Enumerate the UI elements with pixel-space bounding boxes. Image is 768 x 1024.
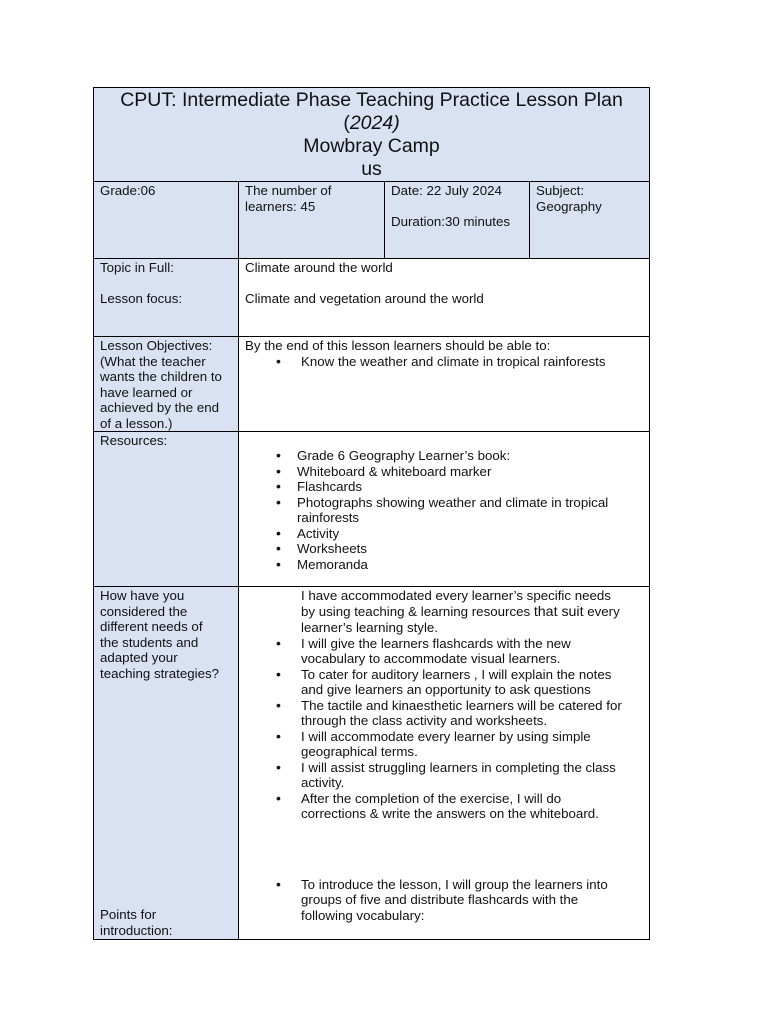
date-cell xyxy=(385,182,530,259)
title-cell xyxy=(94,88,650,182)
list-item-continued: groups of five and distribute flashcards with the xyxy=(301,892,579,907)
learners-label: The number of xyxy=(245,183,332,198)
lesson-plan-page xyxy=(93,87,649,940)
needs-list xyxy=(245,587,644,822)
lesson-focus-label: Lesson focus: xyxy=(100,290,183,306)
list-item: • Activity xyxy=(245,526,644,542)
list-item-continued: vocabulary to accommodate visual learners. xyxy=(301,651,561,666)
list-item: • The tactile and kinaesthetic learners will be catered for xyxy=(245,698,644,714)
resources-row xyxy=(94,432,650,587)
list-item: • Whiteboard & whiteboard marker xyxy=(245,464,644,480)
grade-cell xyxy=(94,182,239,259)
year: (2024) xyxy=(343,112,400,134)
list-item: • I will accommodate every learner by using simple xyxy=(245,729,644,745)
topic-label-cell xyxy=(94,259,239,337)
list-item-continued: through the class activity and worksheets. xyxy=(301,713,548,728)
list-item-continued: following vocabulary: xyxy=(301,907,425,923)
learners-count: learners: 45 xyxy=(245,198,316,214)
needs-label-cell xyxy=(94,587,239,940)
topic-label: Topic in Full: xyxy=(100,260,174,275)
objectives-list xyxy=(245,354,644,370)
objectives-intro: By the end of this lesson learners should be able to: xyxy=(245,338,551,353)
duration-text: Duration:30 minutes xyxy=(391,213,510,229)
learners-cell xyxy=(239,182,385,259)
list-item: • To cater for auditory learners , I will explain the notes xyxy=(245,667,644,683)
topic-value-cell xyxy=(239,259,650,337)
introduction-label: Points for introduction: xyxy=(100,907,173,938)
objectives-label-cell xyxy=(94,337,239,432)
resources-label-cell xyxy=(94,432,239,587)
needs-row xyxy=(94,587,650,940)
objectives-label: Lesson Objectives: (What the teacher wants the children to have learned or achieved by the end of a lesson.) xyxy=(100,338,222,431)
introduction-list xyxy=(245,822,644,924)
resources-label: Resources: xyxy=(100,433,168,448)
list-item: • Photographs showing weather and climate in tropical xyxy=(245,495,644,511)
list-item-continued: corrections & write the answers on the whiteboard. xyxy=(301,806,599,821)
list-item-continued: learner’s learning style. xyxy=(301,620,438,635)
campus-name: Mowbray Camp xyxy=(303,135,440,157)
page-title: CPUT: Intermediate Phase Teaching Practice Lesson Plan xyxy=(120,89,623,111)
subject-value: Geography xyxy=(536,198,602,214)
list-item: • I will assist struggling learners in completing the class xyxy=(245,760,644,776)
list-item: • To introduce the lesson, I will group the learners into xyxy=(245,877,644,893)
list-item: • Memoranda xyxy=(245,557,644,573)
lesson-focus-value: Climate and vegetation around the world xyxy=(245,290,484,306)
list-item-continued: by using teaching & learning resources that suit every xyxy=(301,603,620,620)
list-item: • After the completion of the exercise, I will do xyxy=(245,791,644,807)
list-item: • Grade 6 Geography Learner’s book: xyxy=(245,448,644,464)
lesson-plan-table xyxy=(93,87,650,940)
list-item: • I will give the learners flashcards with the new xyxy=(245,636,644,652)
subject-cell xyxy=(530,182,650,259)
title-row xyxy=(94,88,650,182)
list-item: I have accommodated every learner’s specific needs xyxy=(301,588,611,603)
list-item-continued: rainforests xyxy=(297,510,360,525)
list-item: • Worksheets xyxy=(245,541,644,557)
objectives-row xyxy=(94,337,650,432)
resources-list xyxy=(245,432,644,572)
info-row xyxy=(94,182,650,259)
list-item: • Flashcards xyxy=(245,479,644,495)
date-text: Date: 22 July 2024 xyxy=(391,183,502,198)
needs-value-cell xyxy=(239,587,650,940)
subject-label: Subject: xyxy=(536,183,585,198)
grade-text: Grade:06 xyxy=(100,183,156,198)
resources-value-cell xyxy=(239,432,650,587)
campus-name-continued: us xyxy=(361,158,382,180)
topic-value: Climate around the world xyxy=(245,260,393,275)
needs-label: How have you considered the different needs of the students and adapted your teaching strategies? xyxy=(100,588,220,681)
topic-row xyxy=(94,259,650,337)
list-item-continued: and give learners an opportunity to ask questions xyxy=(301,682,591,697)
list-item-continued: activity. xyxy=(301,775,345,790)
list-item: • Know the weather and climate in tropical rainforests xyxy=(245,354,644,370)
list-item-continued: geographical terms. xyxy=(301,744,418,759)
objectives-value-cell xyxy=(239,337,650,432)
